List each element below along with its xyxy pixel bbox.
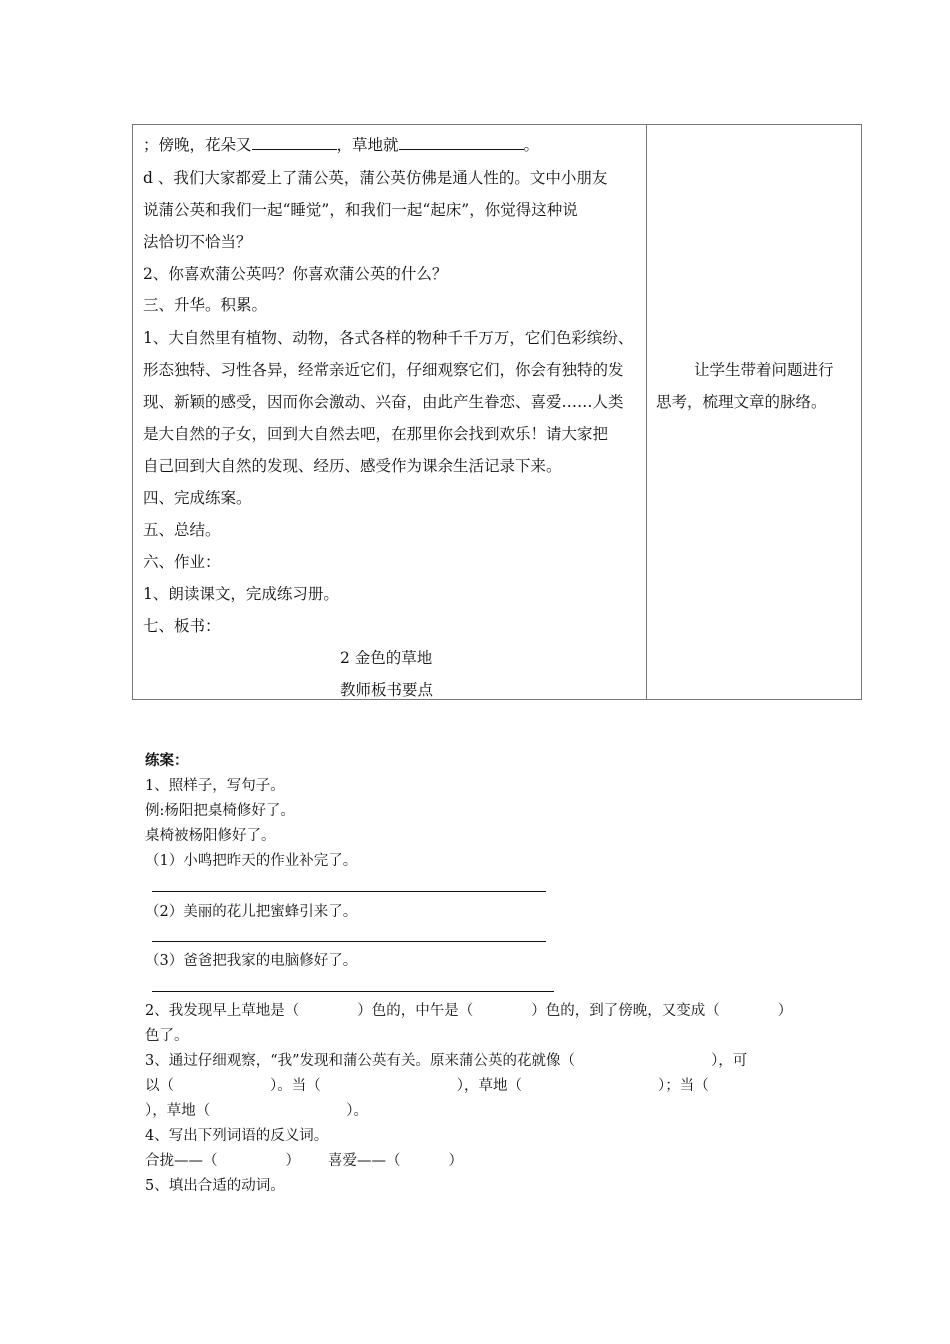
question-4-items: 合拢——（ ） 喜爱——（ ） [145,1153,463,1169]
lesson-table [132,124,862,700]
text-line: 形态独特、习性各异，经常亲近它们，仔细观察它们，你会有独特的发 [143,361,624,379]
question-2-cont: 色了。 [145,1028,189,1044]
board-title: 2 金色的草地 [340,649,433,667]
example-line: 例:杨阳把桌椅修好了。 [145,803,295,819]
text-line: 四、完成练案。 [143,489,252,507]
question-5: 5、填出合适的动词。 [145,1178,285,1194]
exercise-item: （1）小鸣把昨天的作业补完了。 [145,853,358,869]
text-line: 六、作业： [143,553,221,571]
blank-underline [399,135,524,150]
line-text: 。 [523,136,540,154]
text-line: 1、大自然里有植物、动物，各式各样的物种千千万万，它们色彩缤纷、 [143,329,634,347]
line-text: ，草地就 [336,136,399,154]
text-line: 1、朗读课文，完成练习册。 [143,585,339,603]
text-line: d 、我们大家都爱上了蒲公英，蒲公英仿佛是通人性的。文中小朋友 [143,169,608,187]
question-2: 2、我发现早上草地是（ ）色的，中午是（ ）色的，到了傍晚，又变成（ ） [145,1003,793,1019]
text-line: 五、总结。 [143,521,221,539]
text-line [143,135,539,155]
text-line: 七、板书： [143,617,221,635]
exercise-item: （2）美丽的花儿把蜜蜂引来了。 [145,904,358,920]
question-4: 4、写出下列词语的反义词。 [145,1128,329,1144]
board-subtitle: 教师板书要点 [340,681,434,699]
question-3-cont: 以（ ）。当（ ），草地（ ）；当（ [145,1078,709,1094]
answer-line[interactable] [152,941,546,942]
teaching-note-line: 思考，梳理文章的脉络。 [656,393,827,411]
text-line: 说蒲公英和我们一起“睡觉”，和我们一起“起床”，你觉得这种说 [143,201,578,219]
line-text: ；傍晚，花朵又 [143,136,252,154]
text-line: 三、升华。积累。 [143,296,268,314]
example-line: 桌椅被杨阳修好了。 [145,828,276,844]
teaching-note-line: 让学生带着问题进行 [694,361,834,379]
exercise-heading: 练案： [145,752,189,769]
answer-line[interactable] [152,891,546,892]
text-line: 现、新颖的感受，因而你会激动、兴奋，由此产生眷恋、喜爱……人类 [143,393,624,411]
blank-underline [252,135,337,150]
answer-line[interactable] [152,991,554,992]
text-line: 2、你喜欢蒲公英吗？你喜欢蒲公英的什么？ [143,265,448,283]
question-3: 3、通过仔细观察，“我”发现和蒲公英有关。原来蒲公英的花就像（ ），可 [145,1053,748,1069]
text-line: 自己回到大自然的发现、经历、感受作为课余生活记录下来。 [143,457,562,475]
exercise-item: （3）爸爸把我家的电脑修好了。 [145,953,358,969]
column-divider [646,125,647,699]
question-1: 1、照样子，写句子。 [145,778,285,794]
text-line: 法恰切不恰当？ [143,233,252,251]
text-line: 是大自然的子女，回到大自然去吧，在那里你会找到欢乐！请大家把 [143,425,609,443]
question-3-cont: ），草地（ ）。 [145,1103,368,1119]
